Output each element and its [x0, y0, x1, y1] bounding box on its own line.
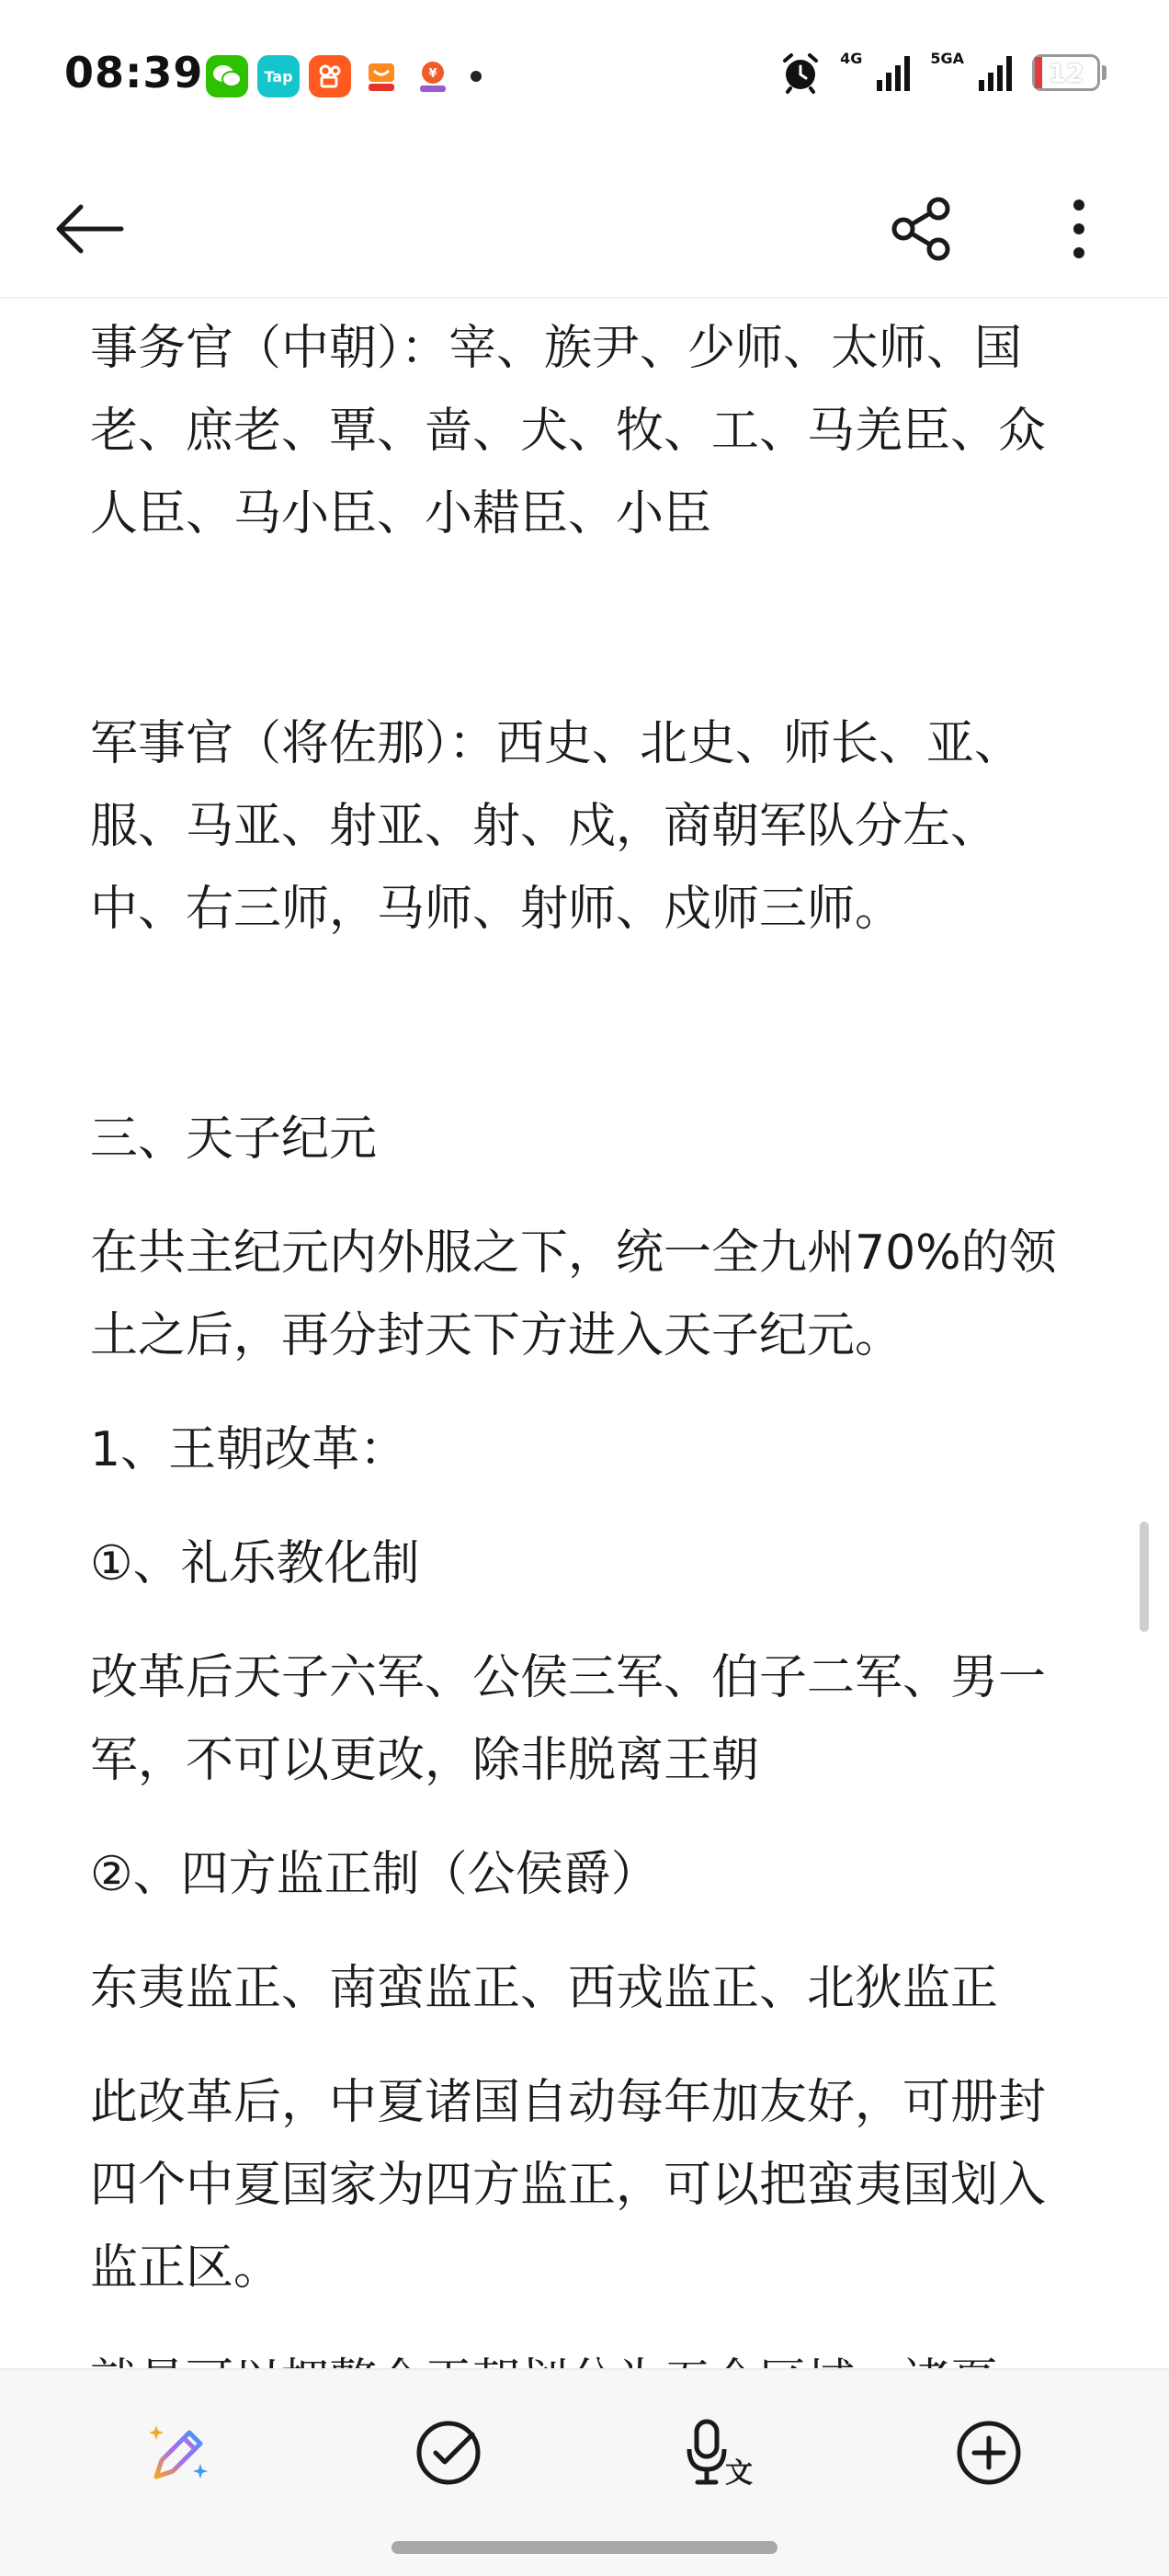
share-button[interactable] — [878, 185, 966, 273]
network-1-label: 4G — [840, 49, 863, 67]
svg-text:文: 文 — [725, 2457, 753, 2490]
home-indicator[interactable] — [392, 2541, 777, 2554]
note-content[interactable] — [90, 298, 1083, 2368]
battery-fill — [1035, 57, 1042, 88]
notification-icons — [206, 55, 482, 97]
subsection-heading: ①、礼乐教化制 — [90, 1536, 420, 1591]
taptap-icon — [257, 55, 300, 97]
battery-percent: 12 — [1048, 57, 1084, 88]
more-notifications-dot — [471, 71, 482, 82]
bottom-toolbar — [0, 2368, 1169, 2576]
back-button[interactable] — [46, 185, 134, 273]
signal-1-icon — [877, 54, 912, 91]
alarm-icon — [779, 51, 822, 94]
kuaishou-icon — [309, 55, 351, 97]
scrollbar-thumb[interactable] — [1140, 1522, 1149, 1632]
more-options-button[interactable] — [1035, 185, 1123, 273]
checklist-icon — [414, 2418, 483, 2488]
note-paragraph: 事务官（中朝）：宰、族尹、少师、太师、国老、庶老、覃、啬、犬、牧、工、马羌臣、众人臣、马小臣、小耤臣、小臣 — [90, 321, 1047, 541]
checklist-button[interactable] — [403, 2407, 494, 2499]
battery-indicator — [1032, 54, 1100, 91]
note-paragraph: 东夷监正、南蛮监正、西戎监正、北狄监正 — [90, 1961, 999, 2016]
signal-2-icon — [979, 54, 1014, 91]
battery-cap — [1102, 65, 1107, 80]
subsection-heading: 1、王朝改革： — [90, 1422, 408, 1477]
arrow-left-icon — [53, 201, 127, 256]
status-time: 08:39 — [64, 48, 204, 97]
status-bar — [0, 0, 1169, 152]
network-2-label: 5GA — [930, 49, 964, 67]
note-paragraph: 军事官（将佐那）：西史、北史、师长、亚、服、马亚、射亚、射、戍，商朝军队分左、中、右三师，马师、射师、戍师三师。 — [90, 716, 1023, 937]
ai-pen-icon — [143, 2416, 217, 2490]
section-heading: 三、天子纪元 — [90, 1111, 378, 1167]
svg-text:¥: ¥ — [428, 67, 437, 81]
subsection-heading: ②、四方监正制（公侯爵） — [90, 1847, 659, 1902]
voice-to-text-button[interactable] — [675, 2407, 766, 2499]
store-icon — [360, 55, 403, 97]
more-vertical-icon — [1070, 196, 1088, 262]
system-icons — [779, 51, 1107, 94]
app-header — [0, 152, 1169, 299]
note-paragraph: 改革后天子六军、公侯三军、伯子二军、男一军，不可以更改，除非脱离王朝 — [90, 1650, 1047, 1788]
wechat-icon — [206, 55, 248, 97]
share-icon — [889, 196, 955, 262]
note-paragraph: 在共主纪元内外服之下，统一全九州70%的领土之后，再分封天下方进入天子纪元。 — [90, 1225, 1057, 1363]
ai-writing-button[interactable] — [134, 2407, 226, 2499]
add-button[interactable] — [943, 2407, 1035, 2499]
pinduoduo-icon — [412, 55, 454, 97]
taptap-label: Tap — [264, 67, 293, 85]
add-circle-icon — [954, 2418, 1024, 2488]
voice-to-text-icon — [682, 2416, 759, 2490]
note-paragraph: 此改革后，中夏诸国自动每年加友好，可册封四个中夏国家为四方监正，可以把蛮夷国划入监正区。 — [90, 2075, 1047, 2296]
